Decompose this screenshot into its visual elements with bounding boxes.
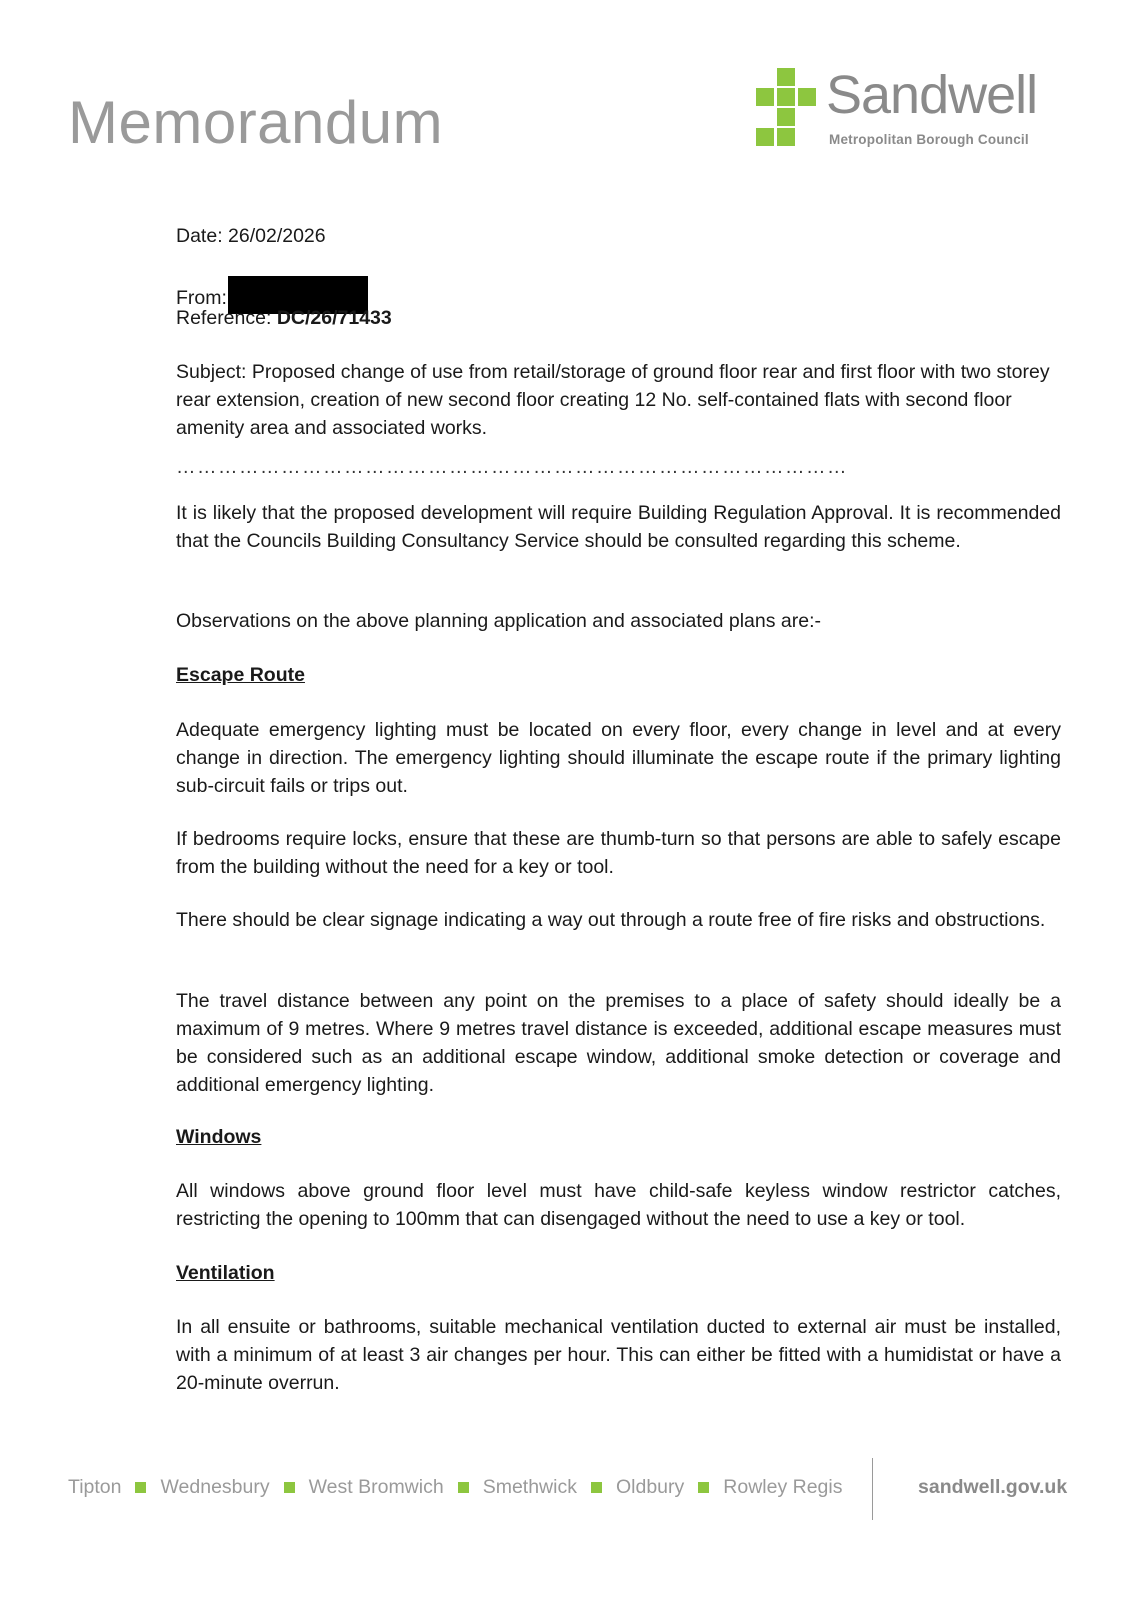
sandwell-logo xyxy=(756,65,1066,152)
footer-town: Wednesbury xyxy=(160,1476,270,1498)
date-line xyxy=(176,222,326,250)
square-bullet-icon xyxy=(698,1482,709,1493)
footer-website: sandwell.gov.uk xyxy=(918,1476,1068,1498)
subject-paragraph: Subject: Proposed change of use from retail/storage of ground floor rear and first floor with two storey rear extension, creation of new second floor creating 12 No. self-contained flats with second floor amenity area and associated works. xyxy=(176,361,1050,439)
dotted-divider: …………………………………………………………………………………… xyxy=(176,456,848,478)
intro-paragraph: It is likely that the proposed development will require Building Regulation Approval. It is recommended that the Councils Building Consultancy Service should be consulted regarding this scheme. xyxy=(176,502,1061,552)
date-label: Date: xyxy=(176,225,223,247)
footer-town: Tipton xyxy=(68,1476,122,1498)
logo-squares-icon xyxy=(756,68,816,148)
reference-label: Reference: xyxy=(176,307,272,329)
footer-divider xyxy=(872,1458,873,1520)
square-bullet-icon xyxy=(591,1482,602,1493)
square-bullet-icon xyxy=(135,1482,146,1493)
square-bullet-icon xyxy=(284,1482,295,1493)
footer-town: Smethwick xyxy=(482,1476,577,1498)
escape-route-paragraph-4: The travel distance between any point on the premises to a place of safety should ideally be a maximum of 9 metres. Where 9 metres travel distance is exceeded, additional escape measures must be considered such as an additional escape window, additional smoke detection or coverage and additional emergency lighting. xyxy=(176,990,1061,1096)
footer-town: Oldbury xyxy=(615,1476,685,1498)
observations-paragraph: Observations on the above planning application and associated plans are:- xyxy=(176,610,822,632)
document-title: Memorandum xyxy=(68,89,444,156)
footer-towns xyxy=(68,1476,842,1499)
windows-paragraph: All windows above ground floor level must have child-safe keyless window restrictor catches, restricting the opening to 100mm that can disengaged without the need to use a key or tool. xyxy=(176,1180,1061,1230)
reference-value: DC/26/71433 xyxy=(276,307,392,329)
date-value: 26/02/2026 xyxy=(228,225,326,247)
square-bullet-icon xyxy=(458,1482,469,1493)
windows-heading: Windows xyxy=(176,1126,262,1148)
ventilation-paragraph: In all ensuite or bathrooms, suitable mechanical ventilation ducted to external air must be installed, with a minimum of at least 3 air changes per hour. This can either be fitted with a humidistat or have a 20-minute overrun. xyxy=(176,1316,1061,1394)
escape-route-heading: Escape Route xyxy=(176,664,305,686)
footer-town: West Bromwich xyxy=(308,1476,444,1498)
reference-line xyxy=(176,304,392,332)
ventilation-heading: Ventilation xyxy=(176,1262,275,1284)
footer-town: Rowley Regis xyxy=(723,1476,843,1498)
logo-name: Sandwell xyxy=(826,65,1038,125)
escape-route-paragraph-2: If bedrooms require locks, ensure that these are thumb-turn so that persons are able to safely escape from the building without the need for a key or tool. xyxy=(176,828,1061,878)
logo-subtitle: Metropolitan Borough Council xyxy=(829,132,1029,147)
escape-route-paragraph-1: Adequate emergency lighting must be located on every floor, every change in level and at every change in direction. The emergency lighting should illuminate the escape route if the primary lighting sub-circuit fails or trips out. xyxy=(176,719,1061,797)
from-label: From: xyxy=(176,287,227,309)
escape-route-paragraph-3: There should be clear signage indicating a way out through a route free of fire risks and obstructions. xyxy=(176,909,1046,931)
